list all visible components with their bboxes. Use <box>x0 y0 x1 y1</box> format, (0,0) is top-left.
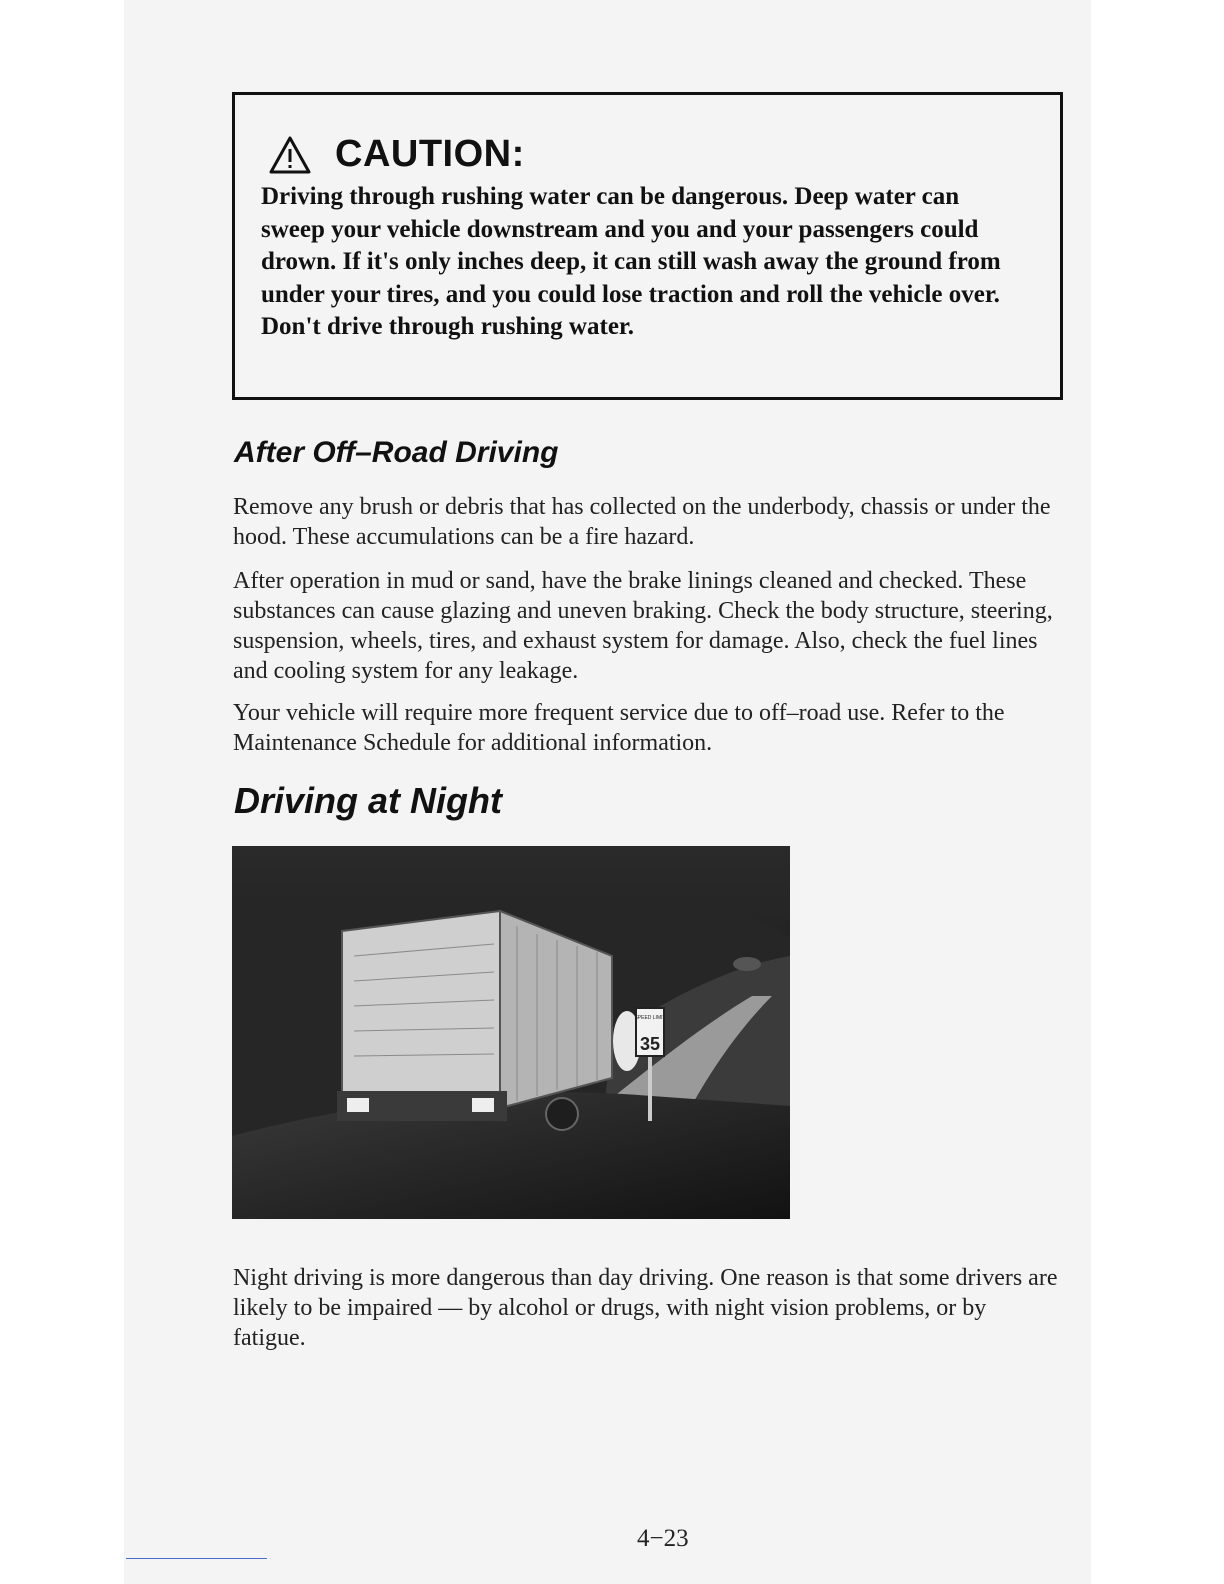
link-underline <box>126 1558 267 1559</box>
after-offroad-heading: After Off–Road Driving <box>234 436 559 469</box>
night-truck-photo <box>232 846 790 1219</box>
caution-box <box>232 92 1063 400</box>
page-number: 4−23 <box>637 1525 689 1552</box>
sign-value-text: 35 <box>639 1034 661 1054</box>
caution-title: CAUTION: <box>335 133 525 175</box>
sign-top-text: SPEED LIMIT <box>634 1015 666 1021</box>
caution-text: Driving through rushing water can be dangerous. Deep water can sweep your vehicle downstream and you and your passengers could drown. If it's only inches deep, it can still wash away the ground from under your tires, and you could lose traction and roll the vehicle over. Don't drive through rushing water. <box>261 183 1001 340</box>
caution-header <box>269 133 525 176</box>
night-paragraph: Night driving is more dangerous than day driving. One reason is that some drivers are likely to be impaired — by alcohol or drugs, with night vision problems, or by fatigue. <box>233 1265 1058 1351</box>
truck-illustration <box>232 846 790 1219</box>
warning-triangle-icon <box>269 135 311 175</box>
after-offroad-paragraph-1: Remove any brush or debris that has collected on the underbody, chassis or under the hood. These accumulations can be a fire hazard. <box>233 494 1051 550</box>
driving-at-night-heading: Driving at Night <box>234 780 502 821</box>
after-offroad-paragraph-2: After operation in mud or sand, have the brake linings cleaned and checked. These substances can cause glazing and uneven braking. Check the body structure, steering, suspension, wheels, tires, and exhaust system for damage. Also, check the fuel lines and cooling system for any leakage. <box>233 568 1053 684</box>
after-offroad-paragraph-3: Your vehicle will require more frequent service due to off–road use. Refer to the Maintenance Schedule for additional information. <box>233 700 1005 756</box>
